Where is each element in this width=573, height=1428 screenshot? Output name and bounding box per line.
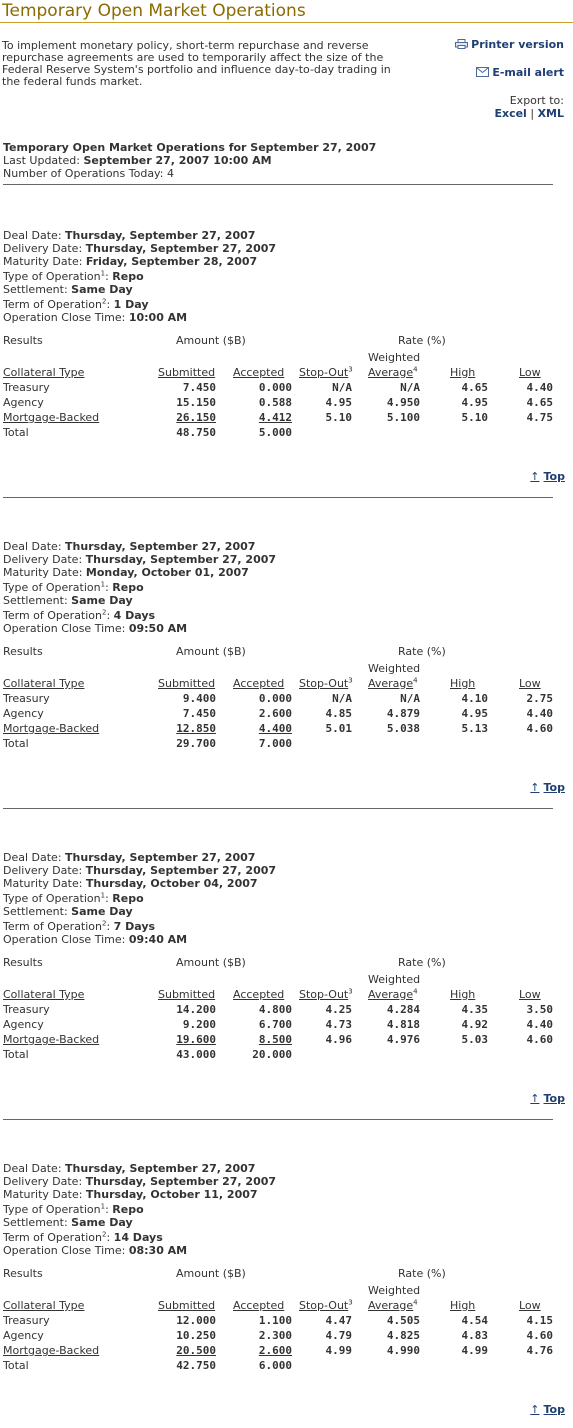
table-cell-avg: 5.038 — [386, 722, 420, 735]
table-cell-high: 4.83 — [461, 1329, 488, 1342]
operation-block — [3, 1162, 563, 1397]
table-cell-acc: 0.000 — [258, 692, 292, 705]
table-cell-stop: 5.10 — [325, 411, 352, 424]
table-cell-acc: 4.800 — [258, 1003, 292, 1016]
table-cell-avg: 5.100 — [386, 411, 420, 424]
table-cell-acc: 8.500 — [258, 1033, 292, 1046]
table-cell-sub: 15.150 — [176, 396, 216, 409]
collateral-type-cell: Total — [3, 426, 29, 439]
intro-text: To implement monetary policy, short-term repurchase and reverse repurchase agreements are used to temporarily affect the size of the Federal Reserve System's portfolio and influence day-to-day trading in the federal funds market. — [2, 39, 391, 88]
section-divider — [3, 184, 553, 185]
arrow-up-icon: ↑ — [530, 1092, 540, 1105]
close-time: Operation Close Time: 08:30 AM — [3, 1244, 188, 1257]
collateral-type-cell: Agency — [3, 396, 44, 409]
operation-block — [3, 540, 563, 775]
deal-date: Deal Date: Thursday, September 27, 2007 — [3, 229, 256, 242]
operation-details — [3, 229, 563, 324]
average-header: Average$^4$ — [368, 1298, 418, 1312]
amount-header: Amount ($B) — [176, 956, 246, 969]
delivery-date: Delivery Date: Thursday, September 27, 2007 — [3, 242, 277, 255]
collateral-type-cell: Treasury — [3, 1003, 50, 1016]
table-cell-high: 4.65 — [461, 381, 488, 394]
table-cell-sub: 9.400 — [182, 692, 216, 705]
table-cell-acc: 7.000 — [258, 737, 292, 750]
operation-block — [3, 229, 563, 464]
operation-term: Term of Operation$^2$: 14 Days — [3, 1230, 163, 1244]
table-cell-stop: 4.85 — [325, 707, 352, 720]
table-cell-low: 4.15 — [526, 1314, 553, 1327]
table-cell-low: 4.76 — [526, 1344, 553, 1357]
maturity-date: Maturity Date: Monday, October 01, 2007 — [3, 566, 249, 579]
table-cell-sub: 26.150 — [176, 411, 216, 424]
close-time: Operation Close Time: 10:00 AM — [3, 311, 188, 324]
rate-header: Rate (%) — [398, 645, 446, 658]
table-cell-low: 4.65 — [526, 396, 553, 409]
table-cell-sub: 20.500 — [176, 1344, 216, 1357]
accepted-header: Accepted — [233, 366, 285, 379]
summary-heading: Temporary Open Market Operations for September 27, 2007 — [3, 141, 377, 154]
maturity-date: Maturity Date: Friday, September 28, 2007 — [3, 255, 258, 268]
table-cell-sub: 29.700 — [176, 737, 216, 750]
results-table — [3, 334, 563, 464]
amount-header: Amount ($B) — [176, 334, 246, 347]
table-cell-stop: 4.79 — [325, 1329, 352, 1342]
stop-out-header: Stop-Out$^3$ — [299, 987, 353, 1001]
back-to-top-link[interactable]: ↑ Top — [530, 470, 565, 483]
arrow-up-icon: ↑ — [530, 470, 540, 483]
export-xml-link[interactable]: XML — [537, 107, 564, 120]
operation-details — [3, 1162, 563, 1257]
collateral-type-cell: Treasury — [3, 1314, 50, 1327]
table-cell-avg: 4.825 — [386, 1329, 420, 1342]
operation-type: Type of Operation$^1$: Repo — [3, 269, 144, 283]
table-cell-stop: 4.99 — [325, 1344, 352, 1357]
printer-icon[interactable] — [455, 39, 468, 49]
collateral-type-cell: Agency — [3, 1018, 44, 1031]
operation-details — [3, 540, 563, 635]
table-cell-low: 4.40 — [526, 707, 553, 720]
table-cell-acc: 2.600 — [258, 1344, 292, 1357]
back-to-top-link[interactable]: ↑ Top — [530, 781, 565, 794]
table-cell-low: 4.60 — [526, 722, 553, 735]
export-excel-link[interactable]: Excel — [494, 107, 527, 120]
amount-header: Amount ($B) — [176, 1267, 246, 1280]
table-cell-high: 5.13 — [461, 722, 488, 735]
submitted-header: Submitted — [158, 366, 216, 379]
table-cell-avg: 4.990 — [386, 1344, 420, 1357]
table-cell-stop: 4.95 — [325, 396, 352, 409]
table-cell-stop: 5.01 — [325, 722, 352, 735]
collateral-type-cell: Treasury — [3, 692, 50, 705]
table-cell-avg: 4.879 — [386, 707, 420, 720]
high-header: High — [450, 366, 476, 379]
table-cell-stop: N/A — [332, 381, 352, 394]
results-table — [3, 645, 563, 775]
average-header: Average$^4$ — [368, 987, 418, 1001]
table-cell-stop: 4.96 — [325, 1033, 352, 1046]
weighted-header: Weighted — [368, 973, 421, 986]
table-cell-acc: 5.000 — [258, 426, 292, 439]
table-cell-high: 4.10 — [461, 692, 488, 705]
average-header: Average$^4$ — [368, 365, 418, 379]
results-label: Results — [3, 1267, 43, 1280]
weighted-header: Weighted — [368, 662, 421, 675]
table-cell-stop: 4.73 — [325, 1018, 352, 1031]
table-cell-sub: 12.000 — [176, 1314, 216, 1327]
table-cell-stop: 4.47 — [325, 1314, 352, 1327]
maturity-date: Maturity Date: Thursday, October 11, 2007 — [3, 1188, 258, 1201]
table-cell-sub: 48.750 — [176, 426, 216, 439]
table-cell-acc: 4.412 — [258, 411, 292, 424]
settlement: Settlement: Same Day — [3, 283, 133, 296]
table-cell-sub: 42.750 — [176, 1359, 216, 1372]
table-cell-avg: 4.818 — [386, 1018, 420, 1031]
table-cell-high: 5.10 — [461, 411, 488, 424]
low-header: Low — [519, 1299, 541, 1312]
table-cell-acc: 4.400 — [258, 722, 292, 735]
weighted-header: Weighted — [368, 351, 421, 364]
title-divider — [0, 22, 573, 23]
table-cell-high: 4.92 — [461, 1018, 488, 1031]
table-cell-acc: 20.000 — [252, 1048, 292, 1061]
deal-date: Deal Date: Thursday, September 27, 2007 — [3, 1162, 256, 1175]
table-cell-low: 4.75 — [526, 411, 553, 424]
operation-term: Term of Operation$^2$: 4 Days — [3, 608, 156, 622]
rate-header: Rate (%) — [398, 1267, 446, 1280]
table-cell-acc: 2.600 — [258, 707, 292, 720]
results-table — [3, 956, 563, 1086]
table-cell-sub: 12.850 — [176, 722, 216, 735]
maturity-date: Maturity Date: Thursday, October 04, 2007 — [3, 877, 258, 890]
export-label: Export to: — [509, 94, 564, 107]
table-cell-stop: N/A — [332, 692, 352, 705]
table-cell-sub: 9.200 — [182, 1018, 216, 1031]
settlement: Settlement: Same Day — [3, 594, 133, 607]
collateral-type-cell: Mortgage-Backed — [3, 411, 100, 424]
operation-type: Type of Operation$^1$: Repo — [3, 1202, 144, 1216]
close-time: Operation Close Time: 09:40 AM — [3, 933, 188, 946]
accepted-header: Accepted — [233, 1299, 285, 1312]
collateral-type-cell: Total — [3, 737, 29, 750]
table-cell-acc: 2.300 — [258, 1329, 292, 1342]
collateral-type-header: Collateral Type — [3, 1299, 85, 1312]
arrow-up-icon: ↑ — [530, 781, 540, 794]
table-cell-avg: N/A — [400, 692, 420, 705]
rate-header: Rate (%) — [398, 956, 446, 969]
low-header: Low — [519, 366, 541, 379]
table-cell-low: 4.40 — [526, 1018, 553, 1031]
table-cell-high: 4.35 — [461, 1003, 488, 1016]
table-cell-low: 3.50 — [526, 1003, 553, 1016]
collateral-type-cell: Agency — [3, 707, 44, 720]
back-to-top-link[interactable]: ↑ Top — [530, 1092, 565, 1105]
collateral-type-cell: Mortgage-Backed — [3, 1033, 100, 1046]
accepted-header: Accepted — [233, 677, 285, 690]
collateral-type-header: Collateral Type — [3, 677, 85, 690]
submitted-header: Submitted — [158, 677, 216, 690]
results-table — [3, 1267, 563, 1397]
low-header: Low — [519, 677, 541, 690]
sidebar-tools — [455, 38, 564, 120]
table-cell-sub: 19.600 — [176, 1033, 216, 1046]
weighted-header: Weighted — [368, 1284, 421, 1297]
results-label: Results — [3, 956, 43, 969]
section-divider — [3, 1119, 553, 1120]
operation-term: Term of Operation$^2$: 1 Day — [3, 297, 149, 311]
stop-out-header: Stop-Out$^3$ — [299, 676, 353, 690]
deal-date: Deal Date: Thursday, September 27, 2007 — [3, 540, 256, 553]
delivery-date: Delivery Date: Thursday, September 27, 2007 — [3, 553, 277, 566]
high-header: High — [450, 677, 476, 690]
collateral-type-cell: Treasury — [3, 381, 50, 394]
delivery-date: Delivery Date: Thursday, September 27, 2007 — [3, 864, 277, 877]
table-cell-high: 4.95 — [461, 707, 488, 720]
arrow-up-icon: ↑ — [530, 1403, 540, 1416]
printer-version-link[interactable]: Printer version — [471, 38, 564, 51]
table-cell-sub: 7.450 — [182, 707, 216, 720]
stop-out-header: Stop-Out$^3$ — [299, 1298, 353, 1312]
table-cell-sub: 43.000 — [176, 1048, 216, 1061]
table-cell-high: 4.99 — [461, 1344, 488, 1357]
table-cell-acc: 1.100 — [258, 1314, 292, 1327]
page-title: Temporary Open Market Operations — [2, 1, 306, 21]
back-to-top-link[interactable]: ↑ Top — [530, 1403, 565, 1416]
table-cell-avg: 4.284 — [386, 1003, 420, 1016]
table-cell-high: 4.54 — [461, 1314, 488, 1327]
table-cell-low: 4.60 — [526, 1033, 553, 1046]
collateral-type-header: Collateral Type — [3, 366, 85, 379]
table-cell-high: 4.95 — [461, 396, 488, 409]
submitted-header: Submitted — [158, 1299, 216, 1312]
stop-out-header: Stop-Out$^3$ — [299, 365, 353, 379]
rate-header: Rate (%) — [398, 334, 446, 347]
section-divider — [3, 808, 553, 809]
operation-type: Type of Operation$^1$: Repo — [3, 891, 144, 905]
email-alert-link[interactable]: E-mail alert — [492, 66, 564, 79]
close-time: Operation Close Time: 09:50 AM — [3, 622, 188, 635]
last-updated: Last Updated: September 27, 2007 10:00 AM — [3, 154, 272, 167]
operations-count: Number of Operations Today: 4 — [3, 167, 174, 180]
collateral-type-cell: Total — [3, 1359, 29, 1372]
table-cell-acc: 6.000 — [258, 1359, 292, 1372]
settlement: Settlement: Same Day — [3, 905, 133, 918]
collateral-type-cell: Agency — [3, 1329, 44, 1342]
operation-type: Type of Operation$^1$: Repo — [3, 580, 144, 594]
high-header: High — [450, 988, 476, 1001]
operation-term: Term of Operation$^2$: 7 Days — [3, 919, 156, 933]
table-cell-sub: 14.200 — [176, 1003, 216, 1016]
table-cell-low: 2.75 — [526, 692, 553, 705]
export-separator: | — [530, 107, 535, 120]
table-cell-avg: 4.976 — [386, 1033, 420, 1046]
section-divider — [3, 497, 553, 498]
accepted-header: Accepted — [233, 988, 285, 1001]
high-header: High — [450, 1299, 476, 1312]
delivery-date: Delivery Date: Thursday, September 27, 2007 — [3, 1175, 277, 1188]
table-cell-low: 4.60 — [526, 1329, 553, 1342]
table-cell-avg: 4.950 — [386, 396, 420, 409]
table-cell-sub: 7.450 — [182, 381, 216, 394]
average-header: Average$^4$ — [368, 676, 418, 690]
table-cell-acc: 6.700 — [258, 1018, 292, 1031]
table-cell-acc: 0.588 — [258, 396, 292, 409]
submitted-header: Submitted — [158, 988, 216, 1001]
operation-block — [3, 851, 563, 1086]
results-label: Results — [3, 334, 43, 347]
table-cell-stop: 4.25 — [325, 1003, 352, 1016]
deal-date: Deal Date: Thursday, September 27, 2007 — [3, 851, 256, 864]
table-cell-high: 5.03 — [461, 1033, 488, 1046]
operations-summary — [3, 141, 555, 180]
table-cell-sub: 10.250 — [176, 1329, 216, 1342]
table-cell-acc: 0.000 — [258, 381, 292, 394]
table-cell-avg: 4.505 — [386, 1314, 420, 1327]
collateral-type-cell: Total — [3, 1048, 29, 1061]
collateral-type-header: Collateral Type — [3, 988, 85, 1001]
table-cell-low: 4.40 — [526, 381, 553, 394]
envelope-icon[interactable] — [476, 67, 489, 77]
collateral-type-cell: Mortgage-Backed — [3, 722, 100, 735]
results-label: Results — [3, 645, 43, 658]
settlement: Settlement: Same Day — [3, 1216, 133, 1229]
low-header: Low — [519, 988, 541, 1001]
collateral-type-cell: Mortgage-Backed — [3, 1344, 100, 1357]
table-cell-avg: N/A — [400, 381, 420, 394]
operation-details — [3, 851, 563, 946]
amount-header: Amount ($B) — [176, 645, 246, 658]
